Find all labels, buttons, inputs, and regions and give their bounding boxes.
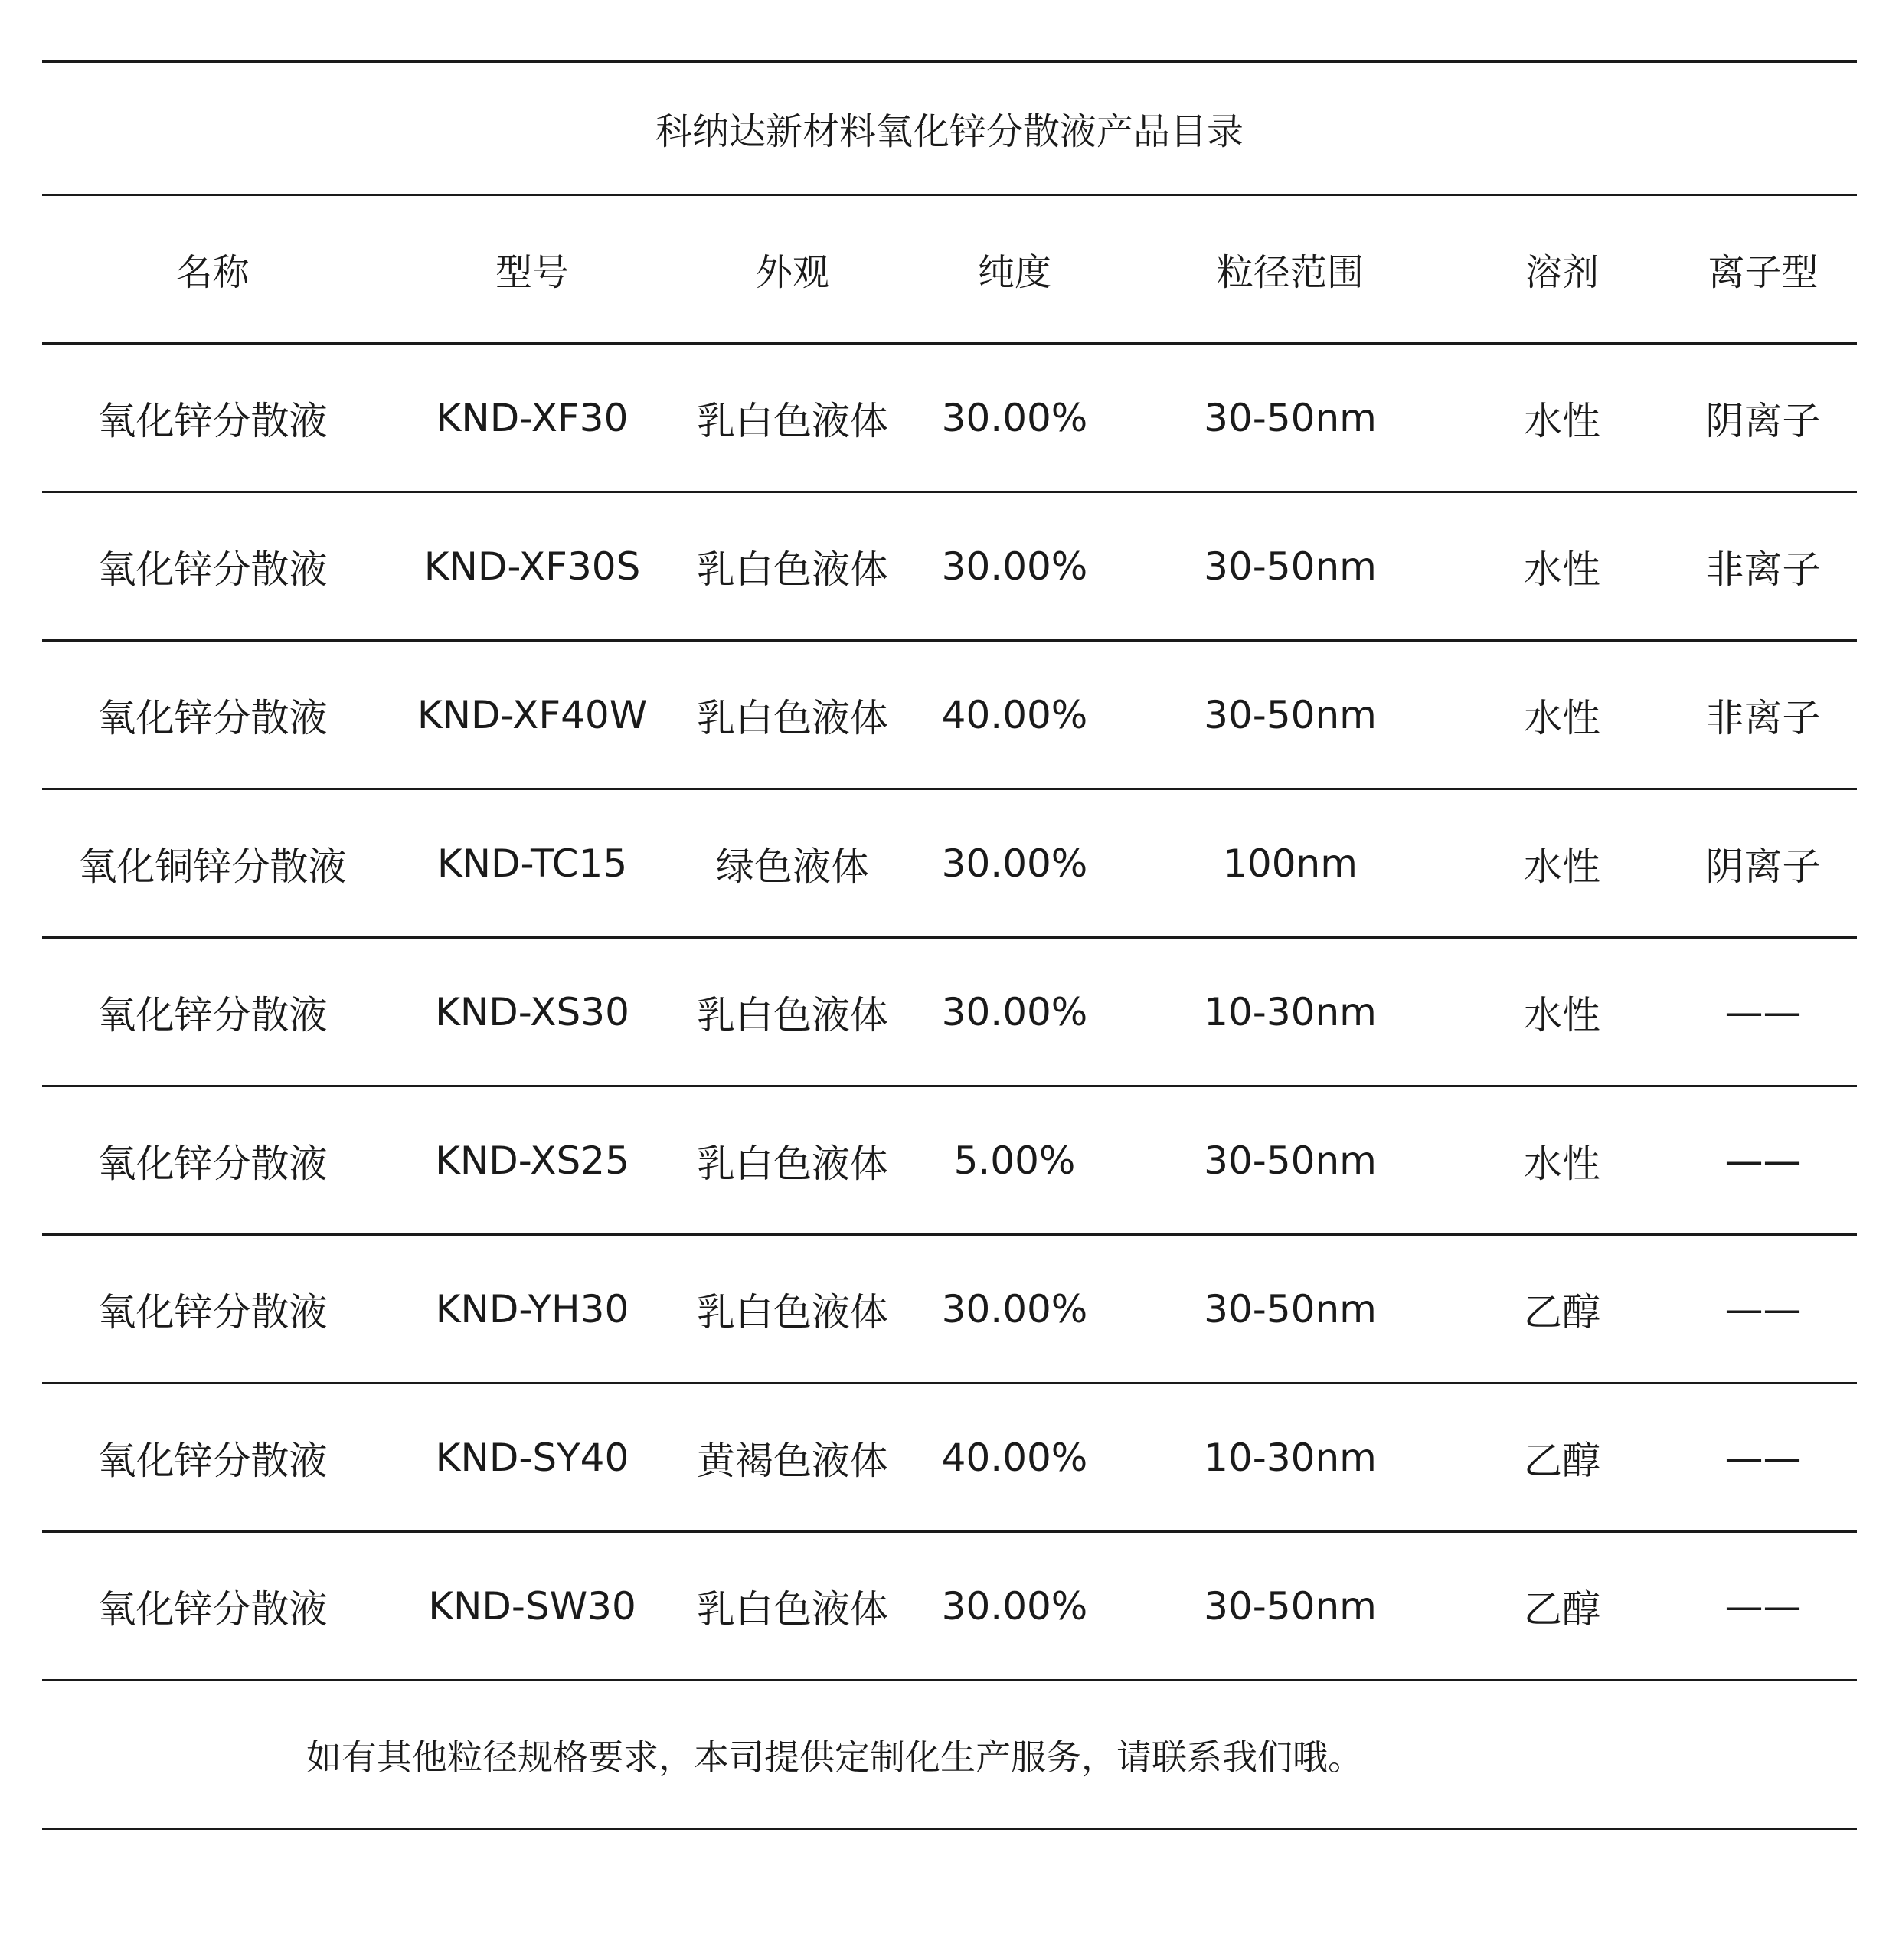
cell-appearance: 绿色液体 <box>681 789 904 938</box>
cell-ion-type: 阴离子 <box>1669 789 1857 938</box>
cell-particle-size: 100nm <box>1126 789 1455 938</box>
cell-purity: 40.00% <box>904 641 1126 789</box>
header-name: 名称 <box>42 195 383 344</box>
cell-model: KND-XF30S <box>383 492 681 641</box>
cell-purity: 30.00% <box>904 938 1126 1086</box>
cell-purity: 5.00% <box>904 1086 1126 1235</box>
table-title: 科纳达新材料氧化锌分散液产品目录 <box>42 62 1857 195</box>
cell-ion-type: —— <box>1669 1532 1857 1681</box>
table-row <box>42 641 1857 789</box>
product-catalog-table <box>42 60 1857 1830</box>
cell-name: 氧化锌分散液 <box>42 1383 383 1532</box>
cell-appearance: 乳白色液体 <box>681 492 904 641</box>
table-row <box>42 1086 1857 1235</box>
cell-appearance: 乳白色液体 <box>681 641 904 789</box>
cell-name: 氧化锌分散液 <box>42 1086 383 1235</box>
cell-purity: 40.00% <box>904 1383 1126 1532</box>
cell-name: 氧化锌分散液 <box>42 492 383 641</box>
header-particle-size: 粒径范围 <box>1126 195 1455 344</box>
table-row <box>42 492 1857 641</box>
cell-ion-type: 非离子 <box>1669 492 1857 641</box>
cell-ion-type: —— <box>1669 1383 1857 1532</box>
cell-solvent: 乙醇 <box>1455 1532 1669 1681</box>
cell-appearance: 乳白色液体 <box>681 1532 904 1681</box>
cell-name: 氧化锌分散液 <box>42 344 383 492</box>
cell-solvent: 乙醇 <box>1455 1235 1669 1383</box>
cell-solvent: 水性 <box>1455 938 1669 1086</box>
cell-ion-type: 阴离子 <box>1669 344 1857 492</box>
cell-name: 氧化铜锌分散液 <box>42 789 383 938</box>
cell-model: KND-YH30 <box>383 1235 681 1383</box>
cell-model: KND-SY40 <box>383 1383 681 1532</box>
cell-particle-size: 10-30nm <box>1126 1383 1455 1532</box>
cell-model: KND-TC15 <box>383 789 681 938</box>
header-row <box>42 195 1857 344</box>
cell-purity: 30.00% <box>904 1532 1126 1681</box>
cell-appearance: 乳白色液体 <box>681 344 904 492</box>
cell-appearance: 乳白色液体 <box>681 1086 904 1235</box>
cell-model: KND-SW30 <box>383 1532 681 1681</box>
cell-name: 氧化锌分散液 <box>42 1532 383 1681</box>
cell-particle-size: 30-50nm <box>1126 1086 1455 1235</box>
cell-particle-size: 30-50nm <box>1126 344 1455 492</box>
cell-name: 氧化锌分散液 <box>42 641 383 789</box>
cell-particle-size: 30-50nm <box>1126 492 1455 641</box>
cell-model: KND-XF30 <box>383 344 681 492</box>
cell-particle-size: 10-30nm <box>1126 938 1455 1086</box>
cell-name: 氧化锌分散液 <box>42 938 383 1086</box>
table-row <box>42 1532 1857 1681</box>
header-ion-type: 离子型 <box>1669 195 1857 344</box>
cell-purity: 30.00% <box>904 1235 1126 1383</box>
table-row <box>42 789 1857 938</box>
cell-appearance: 乳白色液体 <box>681 938 904 1086</box>
cell-purity: 30.00% <box>904 492 1126 641</box>
cell-ion-type: —— <box>1669 1086 1857 1235</box>
cell-purity: 30.00% <box>904 344 1126 492</box>
title-row <box>42 62 1857 195</box>
header-purity: 纯度 <box>904 195 1126 344</box>
header-appearance: 外观 <box>681 195 904 344</box>
table-row <box>42 344 1857 492</box>
cell-particle-size: 30-50nm <box>1126 1532 1455 1681</box>
cell-model: KND-XS25 <box>383 1086 681 1235</box>
cell-solvent: 水性 <box>1455 789 1669 938</box>
cell-model: KND-XS30 <box>383 938 681 1086</box>
header-model: 型号 <box>383 195 681 344</box>
cell-solvent: 水性 <box>1455 344 1669 492</box>
cell-name: 氧化锌分散液 <box>42 1235 383 1383</box>
cell-solvent: 乙醇 <box>1455 1383 1669 1532</box>
cell-purity: 30.00% <box>904 789 1126 938</box>
cell-model: KND-XF40W <box>383 641 681 789</box>
cell-solvent: 水性 <box>1455 641 1669 789</box>
cell-ion-type: —— <box>1669 938 1857 1086</box>
cell-appearance: 黄褐色液体 <box>681 1383 904 1532</box>
cell-particle-size: 30-50nm <box>1126 641 1455 789</box>
header-solvent: 溶剂 <box>1455 195 1669 344</box>
cell-solvent: 水性 <box>1455 1086 1669 1235</box>
footer-row <box>42 1681 1857 1829</box>
table-row <box>42 1235 1857 1383</box>
cell-ion-type: —— <box>1669 1235 1857 1383</box>
table-row <box>42 938 1857 1086</box>
cell-appearance: 乳白色液体 <box>681 1235 904 1383</box>
cell-solvent: 水性 <box>1455 492 1669 641</box>
footer-note: 如有其他粒径规格要求，本司提供定制化生产服务，请联系我们哦。 <box>42 1681 1857 1829</box>
table-row <box>42 1383 1857 1532</box>
cell-particle-size: 30-50nm <box>1126 1235 1455 1383</box>
cell-ion-type: 非离子 <box>1669 641 1857 789</box>
